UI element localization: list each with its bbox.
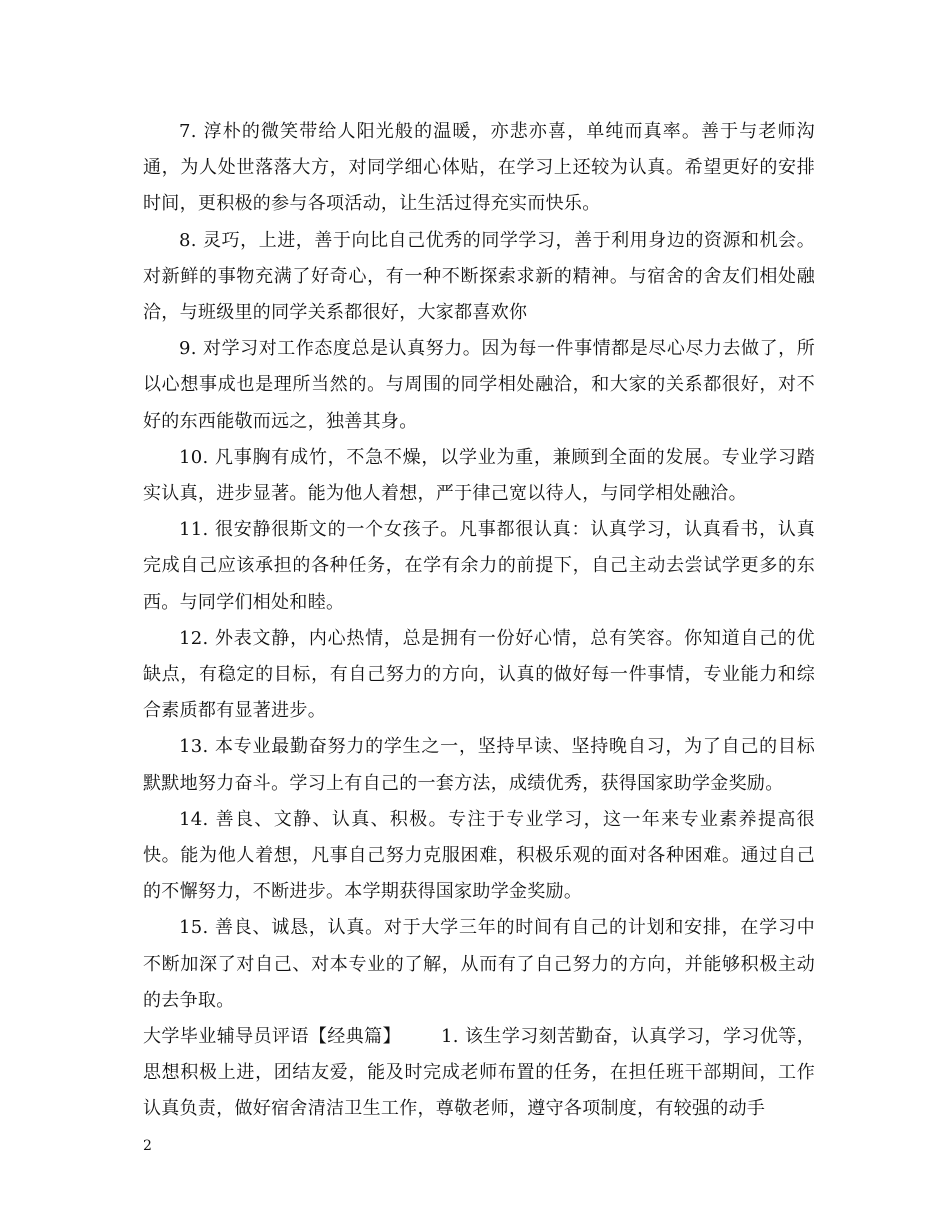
comment-paragraph-13: 13. 本专业最勤奋努力的学生之一，坚持早读、坚持晚自习，为了自己的目标默默地努力奋斗。学习上有自己的一套方法，成绩优秀，获得国家助学金奖励。 (143, 736, 815, 794)
comment-paragraph-9: 9. 对学习对工作态度总是认真努力。因为每一件事情都是尽心尽力去做了，所以心想事成也是理所当然的。与周围的同学相处融洽，和大家的关系都很好，对不好的东西能敬而远之，独善其身。 (143, 338, 815, 432)
comment-paragraph-8: 8. 灵巧，上进，善于向比自己优秀的同学学习，善于利用身边的资源和机会。对新鲜的事物充满了好奇心，有一种不断探索求新的精神。与宿舍的舍友们相处融洽，与班级里的同学关系都很好，大家都喜欢你 (143, 229, 815, 324)
comment-paragraph-15: 15. 善良、诚恳，认真。对于大学三年的时间有自己的计划和安排，在学习中不断加深了对自己、对本专业的了解，从而有了自己努力的方向，并能够积极主动的去争取。 (143, 917, 815, 1011)
comment-paragraph-10: 10. 凡事胸有成竹，不急不燥，以学业为重，兼顾到全面的发展。专业学习踏实认真，进步显著。能为他人着想，严于律己宽以待人，与同学相处融洽。 (143, 446, 815, 505)
section-paragraph (143, 1019, 815, 1128)
comment-paragraph-7: 7. 淳朴的微笑带给人阳光般的温暖，亦悲亦喜，单纯而真率。善于与老师沟通，为人处世落落大方，对同学细心体贴，在学习上还较为认真。希望更好的安排时间，更积极的参与各项活动，让生活过得充实而快乐。 (143, 121, 815, 215)
comment-paragraph-11: 11. 很安静很斯文的一个女孩子。凡事都很认真：认真学习，认真看书，认真完成自己应该承担的各种任务，在学有余力的前提下，自己主动去尝试学更多的东西。与同学们相处和睦。 (143, 519, 815, 613)
section-first-comment: 1. 该生学习刻苦勤奋，认真学习，学习优等，思想积极上进，团结友爱，能及时完成老师布置的任务，在担任班干部期间，工作认真负责，做好宿舍清洁卫生工作，尊敬老师，遵守各项制度，有较强的动手 (143, 1026, 815, 1120)
section-heading: 大学毕业辅导员评语【经典篇】 (143, 1026, 402, 1048)
document-body (143, 114, 815, 1128)
comment-paragraph-14: 14. 善良、文静、认真、积极。专注于专业学习，这一年来专业素养提高很快。能为他人着想，凡事自己努力克服困难，积极乐观的面对各种困难。通过自己的不懈努力，不断进步。本学期获得国家助学金奖励。 (143, 808, 815, 903)
page-number: 2 (143, 1138, 152, 1154)
comment-paragraph-12: 12. 外表文静，内心热情，总是拥有一份好心情，总有笑容。你知道自己的优缺点，有稳定的目标，有自己努力的方向，认真的做好每一件事情，专业能力和综合素质都有显著进步。 (143, 627, 815, 722)
